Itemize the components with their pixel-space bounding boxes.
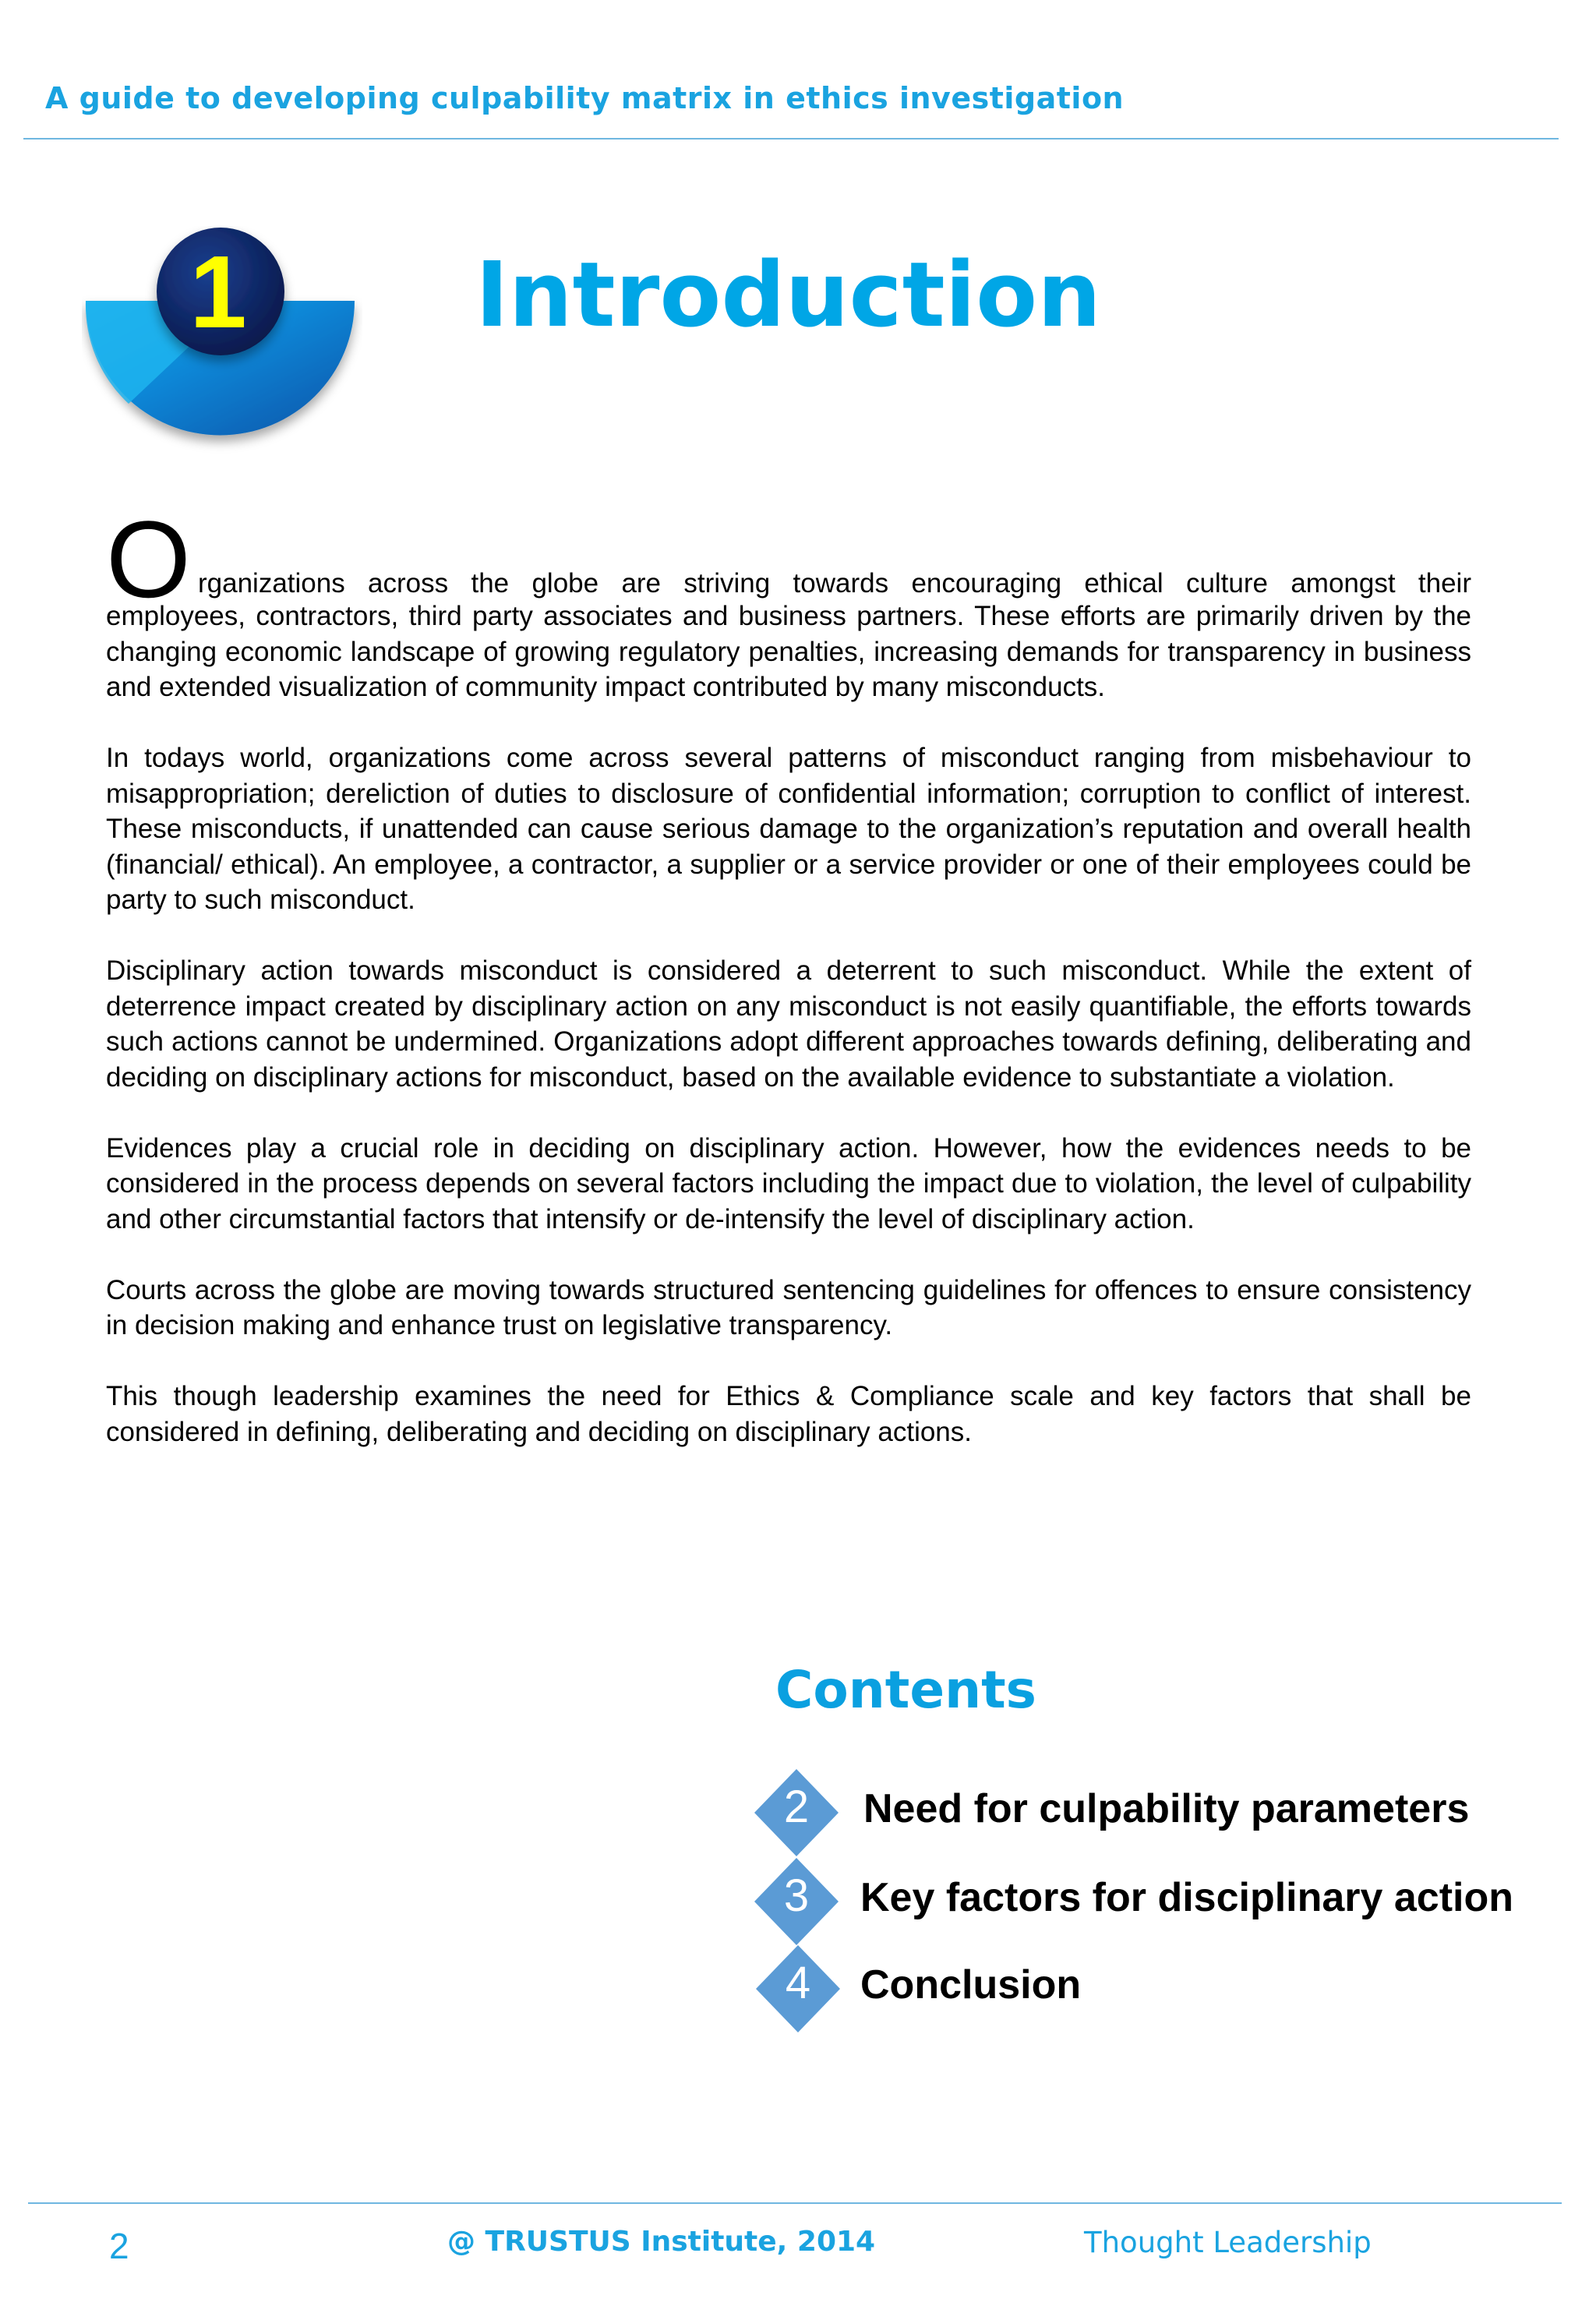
first-line: rganizations across the globe are striving towards encouraging ethical culture amongst their [198,568,1471,599]
paragraph: This though leadership examines the need for Ethics & Compliance scale and key factors that shall be considered in defining, deliberating and deciding on disciplinary actions. [106,1381,1471,1447]
chapter-number-badge [82,226,362,460]
footer-divider [28,2202,1562,2204]
paragraph: In todays world, organizations come across several patterns of misconduct ranging from misbehaviour to misappropriation; dereliction of duties to disclosure of confidential information; corruption to conflict of interest. These misconducts, if unattended can cause serious damage to the organization’s reputation and overall health (financial/ ethical). An employee, a contractor, a supplier or a service provider or one of their employees could be party to such misconduct. [106,743,1471,915]
paragraph: Courts across the globe are moving towards structured sentencing guidelines for offences to ensure consistency in decision making and enhance trust on legislative transparency. [106,1274,1471,1340]
paragraph: Evidences play a crucial role in deciding on disciplinary action. However, how the evidences needs to be considered in the process depends on several factors including the impact due to violation, the level of culpability and other circumstantial factors that intensify or de-intensify the level of disciplinary action. [106,1132,1471,1234]
first-paragraph-rest: employees, contractors, third party associates and business partners. These efforts are primarily driven by the changing economic landscape of growing regulatory penalties, increasing demands for transparency in business and extended visualization of community impact contributed by many misconducts. [106,601,1471,702]
toc-label: Key factors for disciplinary action [860,1875,1514,1920]
toc-label: Need for culpability parameters [863,1786,1470,1831]
body-text [106,498,1471,1485]
toc-label: Conclusion [860,1962,1082,2008]
toc-number: 2 [783,1782,810,1832]
footer-label: Thought Leadership [1084,2226,1372,2259]
contents-heading: Contents [775,1660,1036,1720]
header-divider [23,138,1559,139]
drop-cap: O [106,498,191,620]
page-number: 2 [109,2226,129,2266]
first-paragraph [106,498,1471,705]
footer-copyright: @ TRUSTUS Institute, 2014 [447,2226,876,2258]
chapter-number: 1 [189,235,247,349]
toc-number: 4 [785,1958,811,2008]
running-header-title: A guide to developing culpability matrix in ethics investigation [45,81,1125,115]
paragraph: Disciplinary action towards misconduct is considered a deterrent to such misconduct. While the extent of deterrence impact created by disciplinary action on any misconduct is not easily quantifiable, the efforts towards such actions cannot be undermined. Organizations adopt different approaches towards defining, deliberating and deciding on disciplinary actions for misconduct, based on the available evidence to substantiate a violation. [106,955,1471,1093]
section-title: Introduction [475,243,1101,348]
toc-number: 3 [783,1870,810,1921]
